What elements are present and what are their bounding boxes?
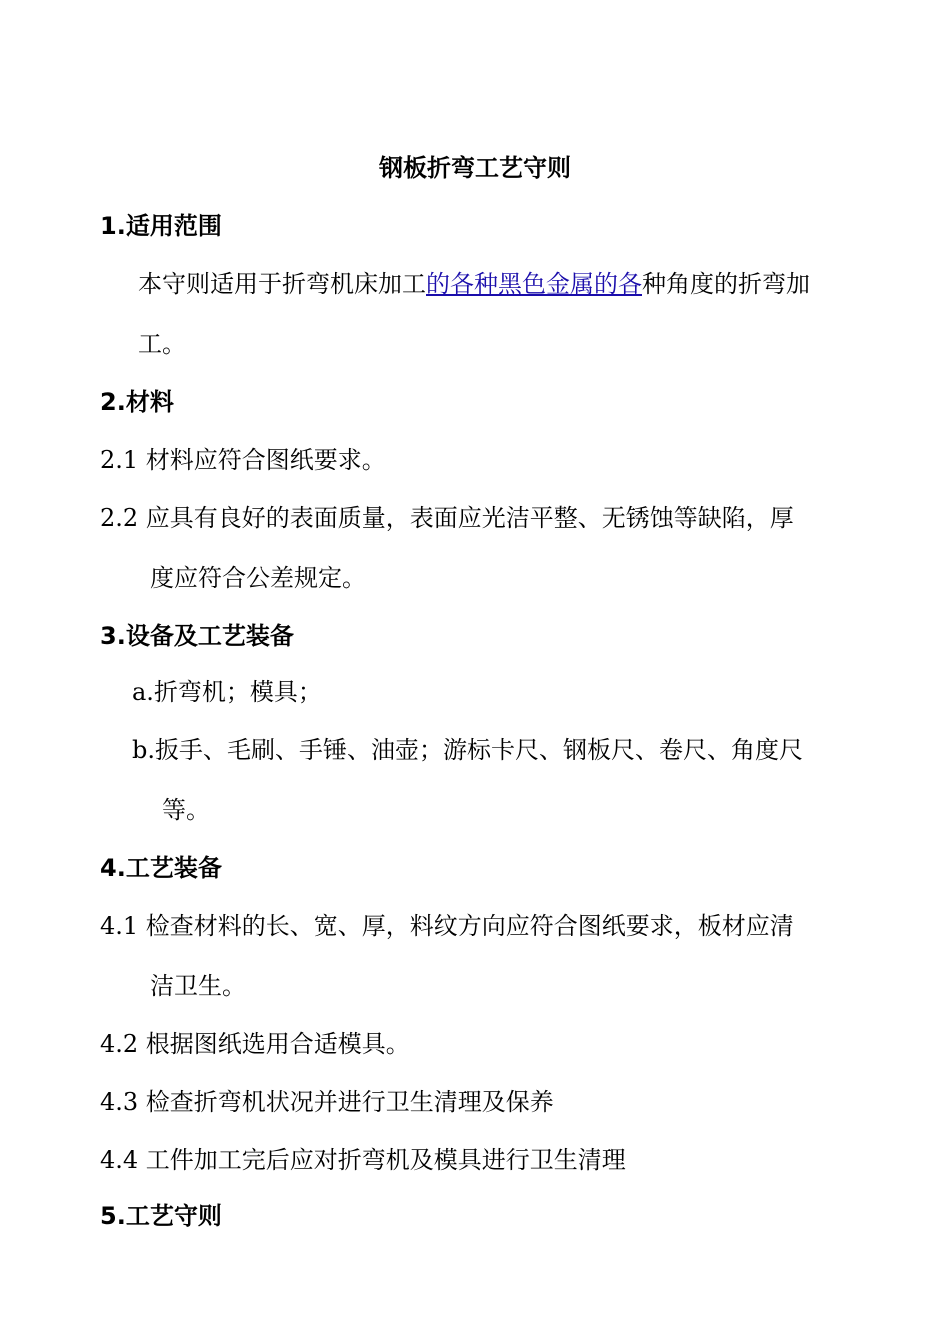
- tooling-item-2: 4.2 根据图纸选用合适模具。: [100, 1030, 410, 1058]
- scope-paragraph-cont: 工。: [138, 330, 186, 358]
- equipment-item-b: b.扳手、毛刷、手锤、油壶；游标卡尺、钢板尺、卷尺、角度尺: [132, 736, 803, 764]
- section-heading-rules: 5.工艺守则: [100, 1202, 222, 1230]
- tooling-item-4: 4.4 工件加工完后应对折弯机及模具进行卫生清理: [100, 1146, 626, 1174]
- section-heading-equipment: 3.设备及工艺装备: [100, 622, 294, 650]
- equipment-item-a: a.折弯机；模具；: [132, 678, 322, 706]
- scope-text-start: 本守则适用于折弯机床加工: [138, 270, 426, 298]
- scope-text-end: 种角度的折弯加: [642, 270, 810, 298]
- document-title: 钢板折弯工艺守则: [379, 154, 571, 182]
- materials-item-2-cont: 度应符合公差规定。: [150, 564, 366, 592]
- tooling-item-1: 4.1 检查材料的长、宽、厚，料纹方向应符合图纸要求，板材应清: [100, 912, 794, 940]
- scope-link[interactable]: 的各种黑色金属的各: [426, 270, 642, 298]
- section-heading-tooling: 4.工艺装备: [100, 854, 222, 882]
- section-heading-materials: 2.材料: [100, 388, 174, 416]
- materials-item-1: 2.1 材料应符合图纸要求。: [100, 446, 386, 474]
- section-heading-scope: 1.适用范围: [100, 212, 222, 240]
- materials-item-2: 2.2 应具有良好的表面质量，表面应光洁平整、无锈蚀等缺陷，厚: [100, 504, 794, 532]
- scope-paragraph: [138, 268, 810, 300]
- tooling-item-3: 4.3 检查折弯机状况并进行卫生清理及保养: [100, 1088, 554, 1116]
- tooling-item-1-cont: 洁卫生。: [150, 972, 246, 1000]
- equipment-item-b-cont: 等。: [162, 796, 210, 824]
